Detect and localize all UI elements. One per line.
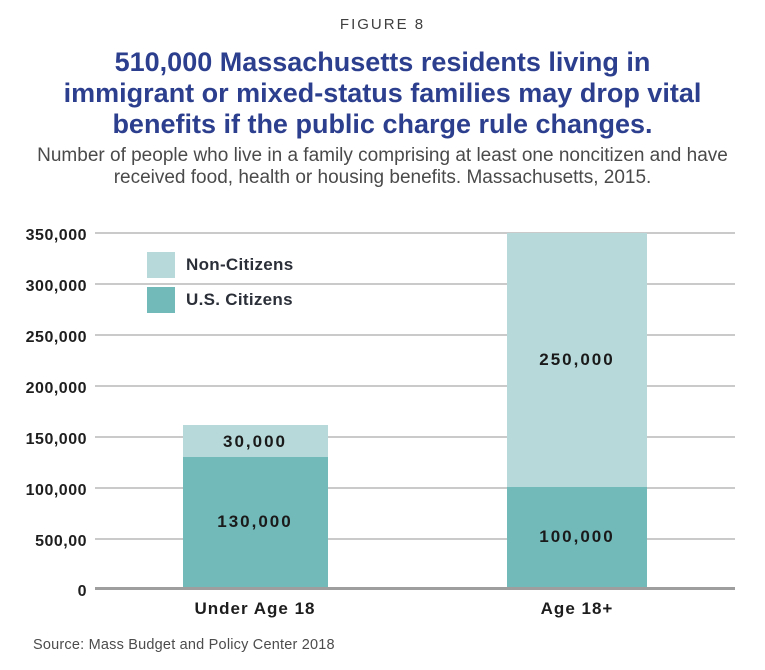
figure-number-label: FIGURE 8: [339, 16, 426, 33]
chart-subtitle-line-1: Number of people who live in a family comprising at least one noncitizen and have: [37, 145, 728, 166]
y-tick-200000: 200,000: [25, 380, 87, 397]
legend-swatch-non-citizens: [147, 252, 175, 278]
y-tick-350000: 350,000: [25, 227, 87, 244]
y-tick-250000: 250,000: [25, 329, 87, 346]
y-tick-300000: 300,000: [25, 278, 87, 295]
y-tick-100000: 100,000: [25, 482, 87, 499]
chart-subtitle: [0, 145, 765, 189]
chart-title-line-2: immigrant or mixed-status families may drop vital: [63, 78, 702, 108]
legend-label-non-citizens: Non-Citizens: [186, 255, 294, 274]
bar-value-under18-non-citizens: 30,000: [223, 432, 287, 451]
bar-value-under18-us-citizens: 130,000: [217, 512, 293, 531]
chart-title: [0, 47, 765, 140]
chart-title-line-3: benefits if the public charge rule changes.: [112, 109, 653, 139]
source-citation: Source: Mass Budget and Policy Center 2018: [33, 637, 335, 653]
y-tick-150000: 150,000: [25, 431, 87, 448]
bar-value-age18plus-non-citizens: 250,000: [539, 350, 615, 369]
bar-value-age18plus-us-citizens: 100,000: [539, 527, 615, 546]
x-axis-baseline: [95, 587, 735, 590]
y-tick-0: 0: [77, 583, 87, 600]
x-label-under-age-18: Under Age 18: [194, 599, 316, 618]
y-tick-50000: 500,00: [35, 533, 87, 550]
chart-subtitle-line-2: received food, health or housing benefits. Massachusetts, 2015.: [113, 167, 652, 188]
x-label-age-18-plus: Age 18+: [540, 599, 614, 618]
chart-title-line-1: 510,000 Massachusetts residents living in: [114, 47, 651, 77]
legend-label-us-citizens: U.S. Citizens: [186, 290, 293, 309]
legend-swatch-us-citizens: [147, 287, 175, 313]
